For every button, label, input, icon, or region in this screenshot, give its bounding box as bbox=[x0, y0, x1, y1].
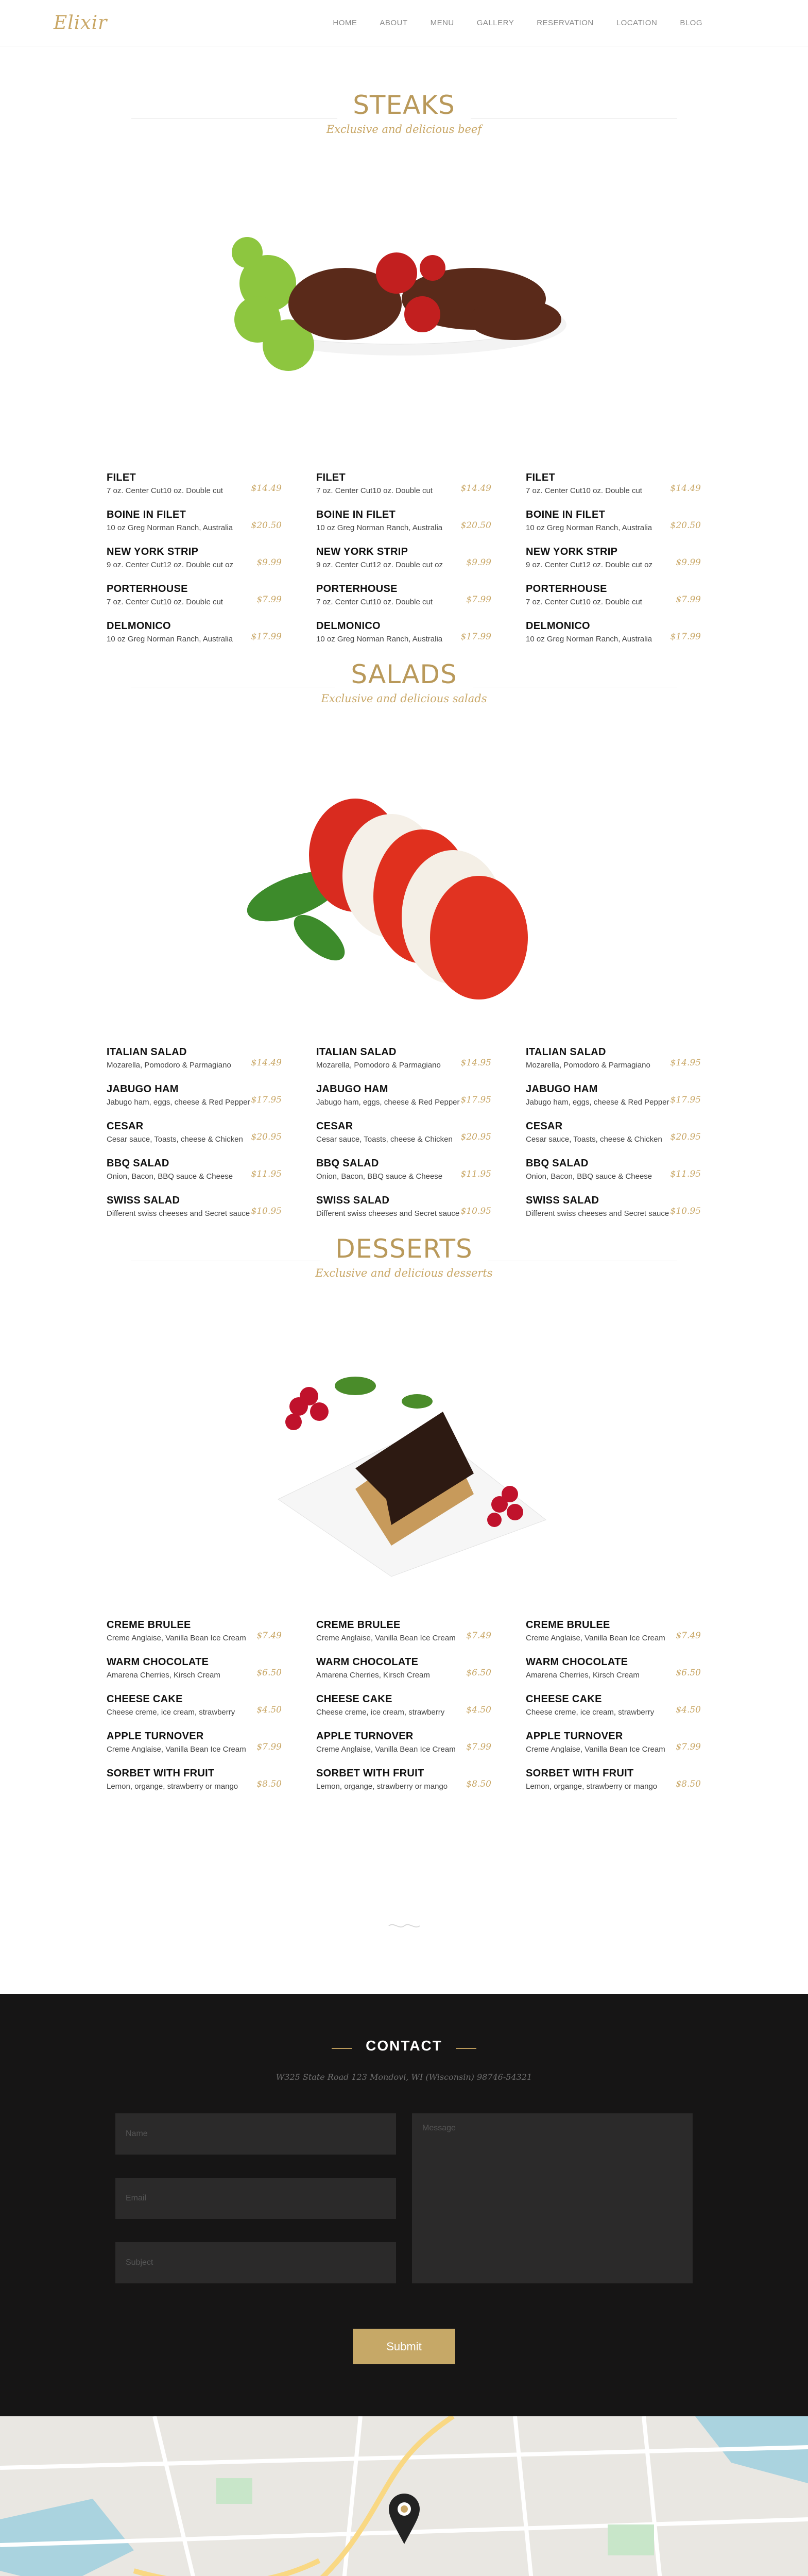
menu-item-description: 7 oz. Center Cut10 oz. Double cut bbox=[316, 598, 433, 606]
menu-item-price: $14.49 bbox=[670, 483, 701, 494]
steaks-menu-grid bbox=[107, 472, 701, 657]
menu-item-name: PORTERHOUSE bbox=[107, 583, 188, 595]
menu-item-name: ITALIAN SALAD bbox=[107, 1046, 187, 1058]
menu-item-description: Creme Anglaise, Vanilla Bean Ice Cream bbox=[107, 1634, 246, 1642]
menu-item-description: Onion, Bacon, BBQ sauce & Cheese bbox=[316, 1172, 443, 1181]
salads-subtitle: Exclusive and delicious salads bbox=[321, 692, 487, 705]
menu-item-name: JABUGO HAM bbox=[107, 1083, 179, 1095]
menu-item bbox=[316, 1619, 491, 1656]
menu-item-name: SWISS SALAD bbox=[316, 1195, 390, 1206]
menu-item-price: $4.50 bbox=[466, 1705, 491, 1715]
menu-item-name: BBQ SALAD bbox=[316, 1158, 379, 1169]
menu-item-price: $7.99 bbox=[256, 1742, 282, 1752]
menu-item-description: 7 oz. Center Cut10 oz. Double cut bbox=[107, 486, 223, 495]
menu-item-price: $14.49 bbox=[251, 1058, 282, 1068]
menu-item-name: ITALIAN SALAD bbox=[316, 1046, 397, 1058]
menu-item bbox=[316, 583, 491, 620]
menu-item-price: $14.49 bbox=[251, 483, 282, 494]
nav-reservation[interactable]: RESERVATION bbox=[537, 19, 594, 27]
menu-item bbox=[107, 1083, 282, 1121]
menu-item bbox=[316, 1046, 491, 1083]
menu-item bbox=[316, 1656, 491, 1693]
desserts-menu-grid bbox=[107, 1619, 701, 1805]
menu-item-name: CREME BRULEE bbox=[107, 1619, 191, 1631]
menu-item-name: PORTERHOUSE bbox=[526, 583, 607, 595]
contact-section bbox=[0, 1994, 808, 2416]
menu-item-name: APPLE TURNOVER bbox=[107, 1731, 204, 1742]
menu-item-name: CHEESE CAKE bbox=[107, 1693, 183, 1705]
menu-item bbox=[316, 1768, 491, 1805]
steaks-title: STEAKS bbox=[337, 90, 471, 120]
menu-item bbox=[107, 1731, 282, 1768]
menu-item-price: $17.95 bbox=[670, 1095, 701, 1105]
menu-item-description: 10 oz Greg Norman Ranch, Australia bbox=[526, 523, 652, 532]
menu-item bbox=[107, 1158, 282, 1195]
menu-item bbox=[316, 1693, 491, 1731]
menu-item-description: Different swiss cheeses and Secret sauce bbox=[316, 1209, 460, 1218]
menu-item-name: CHEESE CAKE bbox=[316, 1693, 392, 1705]
menu-item-price: $17.99 bbox=[251, 632, 282, 642]
menu-item bbox=[316, 1158, 491, 1195]
steaks-menu-column bbox=[107, 472, 282, 657]
menu-item-name: DELMONICO bbox=[107, 620, 171, 632]
menu-item-name: DELMONICO bbox=[316, 620, 381, 632]
menu-item-name: DELMONICO bbox=[526, 620, 590, 632]
menu-item-price: $4.50 bbox=[256, 1705, 282, 1715]
menu-item-price: $14.49 bbox=[460, 483, 491, 494]
menu-item-description: Cheese creme, ice cream, strawberry bbox=[316, 1708, 445, 1717]
menu-item bbox=[526, 1656, 701, 1693]
steaks-header bbox=[0, 90, 808, 135]
menu-item bbox=[526, 620, 701, 657]
menu-item bbox=[107, 583, 282, 620]
menu-item bbox=[526, 472, 701, 509]
menu-item-description: Cesar sauce, Toasts, cheese & Chicken bbox=[526, 1135, 662, 1144]
brand-logo[interactable]: Elixir bbox=[54, 12, 108, 33]
desserts-subtitle: Exclusive and delicious desserts bbox=[315, 1267, 493, 1279]
menu-item-description: Cesar sauce, Toasts, cheese & Chicken bbox=[107, 1135, 243, 1144]
menu-item-price: $9.99 bbox=[676, 557, 701, 568]
page-body bbox=[0, 46, 808, 2576]
email-input[interactable] bbox=[115, 2178, 396, 2219]
menu-item-name: CESAR bbox=[526, 1121, 563, 1132]
salads-title: SALADS bbox=[335, 659, 472, 689]
contact-title: CONTACT bbox=[366, 2038, 442, 2054]
menu-item bbox=[107, 1195, 282, 1232]
menu-item-description: Onion, Bacon, BBQ sauce & Cheese bbox=[526, 1172, 652, 1181]
salads-menu-column bbox=[526, 1046, 701, 1232]
menu-item bbox=[316, 620, 491, 657]
menu-item-name: NEW YORK STRIP bbox=[316, 546, 408, 557]
menu-item-price: $7.99 bbox=[256, 595, 282, 605]
steaks-subtitle: Exclusive and delicious beef bbox=[326, 123, 482, 135]
menu-item-price: $11.95 bbox=[251, 1169, 282, 1179]
menu-item bbox=[107, 1046, 282, 1083]
menu-item-description: 9 oz. Center Cut12 oz. Double cut oz bbox=[526, 561, 652, 569]
steak-dish-image bbox=[227, 149, 577, 417]
menu-item-description: Different swiss cheeses and Secret sauce bbox=[107, 1209, 250, 1218]
menu-item-name: CESAR bbox=[316, 1121, 353, 1132]
menu-item-name: WARM CHOCOLATE bbox=[107, 1656, 209, 1668]
menu-item-name: BOINE IN FILET bbox=[526, 509, 606, 520]
menu-item-description: Lemon, organge, strawberry or mango bbox=[316, 1782, 448, 1791]
ornament-swirl-icon bbox=[386, 1922, 422, 1930]
menu-item-name: WARM CHOCOLATE bbox=[316, 1656, 419, 1668]
menu-item-price: $20.50 bbox=[251, 520, 282, 531]
menu-item bbox=[316, 509, 491, 546]
menu-item-name: SORBET WITH FRUIT bbox=[107, 1768, 215, 1779]
menu-item bbox=[107, 1656, 282, 1693]
name-input[interactable] bbox=[115, 2113, 396, 2155]
menu-item-description: Creme Anglaise, Vanilla Bean Ice Cream bbox=[107, 1745, 246, 1754]
menu-item-name: WARM CHOCOLATE bbox=[526, 1656, 628, 1668]
menu-item-price: $9.99 bbox=[466, 557, 491, 568]
menu-item-description: Creme Anglaise, Vanilla Bean Ice Cream bbox=[316, 1634, 456, 1642]
menu-item-description: Jabugo ham, eggs, cheese & Red Pepper bbox=[316, 1098, 460, 1107]
menu-item-name: SORBET WITH FRUIT bbox=[316, 1768, 424, 1779]
message-textarea[interactable] bbox=[412, 2113, 693, 2283]
menu-item-price: $20.95 bbox=[670, 1132, 701, 1142]
menu-item bbox=[526, 1619, 701, 1656]
menu-item-description: Jabugo ham, eggs, cheese & Red Pepper bbox=[107, 1098, 250, 1107]
menu-item-price: $6.50 bbox=[256, 1668, 282, 1678]
submit-button[interactable]: Submit bbox=[353, 2329, 455, 2364]
menu-item-name: APPLE TURNOVER bbox=[316, 1731, 414, 1742]
title-ornament bbox=[332, 2048, 352, 2049]
menu-item-name: FILET bbox=[526, 472, 556, 483]
menu-item-name: SWISS SALAD bbox=[107, 1195, 180, 1206]
menu-item-description: Mozarella, Pomodoro & Parmagiano bbox=[526, 1061, 650, 1070]
menu-item-price: $7.49 bbox=[466, 1631, 491, 1641]
menu-item-name: ITALIAN SALAD bbox=[526, 1046, 606, 1058]
menu-item-price: $6.50 bbox=[676, 1668, 701, 1678]
menu-item-description: 7 oz. Center Cut10 oz. Double cut bbox=[107, 598, 223, 606]
menu-item-description: 10 oz Greg Norman Ranch, Australia bbox=[316, 523, 443, 532]
desserts-header bbox=[0, 1234, 808, 1279]
salads-header bbox=[0, 659, 808, 705]
menu-item bbox=[316, 1195, 491, 1232]
menu-item-price: $10.95 bbox=[460, 1206, 491, 1216]
salads-menu-column bbox=[107, 1046, 282, 1232]
menu-item-price: $8.50 bbox=[466, 1779, 491, 1789]
menu-item-price: $20.50 bbox=[670, 520, 701, 531]
menu-item-name: APPLE TURNOVER bbox=[526, 1731, 623, 1742]
menu-item-price: $8.50 bbox=[256, 1779, 282, 1789]
dessert-dish-image bbox=[257, 1365, 556, 1582]
menu-item-price: $11.95 bbox=[460, 1169, 491, 1179]
menu-item bbox=[107, 1121, 282, 1158]
menu-item bbox=[526, 1158, 701, 1195]
nav-about[interactable]: ABOUT bbox=[380, 19, 408, 27]
menu-item-price: $14.95 bbox=[670, 1058, 701, 1068]
menu-item-price: $8.50 bbox=[676, 1779, 701, 1789]
menu-item bbox=[526, 1083, 701, 1121]
menu-item bbox=[526, 1693, 701, 1731]
menu-item-name: BBQ SALAD bbox=[107, 1158, 169, 1169]
menu-item-price: $6.50 bbox=[466, 1668, 491, 1678]
menu-item-name: CHEESE CAKE bbox=[526, 1693, 602, 1705]
menu-item-description: Amarena Cherries, Kirsch Cream bbox=[107, 1671, 220, 1680]
salad-dish-image bbox=[237, 793, 556, 1010]
menu-item-description: 10 oz Greg Norman Ranch, Australia bbox=[316, 635, 443, 643]
menu-item-name: BBQ SALAD bbox=[526, 1158, 589, 1169]
menu-item-description: Amarena Cherries, Kirsch Cream bbox=[526, 1671, 640, 1680]
menu-item-price: $14.95 bbox=[460, 1058, 491, 1068]
subject-input[interactable] bbox=[115, 2242, 396, 2283]
menu-item bbox=[316, 1731, 491, 1768]
menu-item-description: Creme Anglaise, Vanilla Bean Ice Cream bbox=[316, 1745, 456, 1754]
menu-item-name: NEW YORK STRIP bbox=[526, 546, 618, 557]
menu-item-description: 9 oz. Center Cut12 oz. Double cut oz bbox=[316, 561, 443, 569]
menu-item-description: Creme Anglaise, Vanilla Bean Ice Cream bbox=[526, 1745, 665, 1754]
menu-item bbox=[526, 1195, 701, 1232]
menu-item-name: CREME BRULEE bbox=[526, 1619, 610, 1631]
menu-item-name: BOINE IN FILET bbox=[107, 509, 186, 520]
menu-item-name: SORBET WITH FRUIT bbox=[526, 1768, 634, 1779]
menu-item-price: $17.95 bbox=[460, 1095, 491, 1105]
menu-item-name: FILET bbox=[107, 472, 136, 483]
menu-item-description: 7 oz. Center Cut10 oz. Double cut bbox=[526, 598, 642, 606]
desserts-menu-column bbox=[526, 1619, 701, 1805]
contact-address: W325 State Road 123 Mondovi, WI (Wisconsin) 98746-54321 bbox=[276, 2072, 532, 2082]
menu-item-price: $17.99 bbox=[670, 632, 701, 642]
menu-item-description: Amarena Cherries, Kirsch Cream bbox=[316, 1671, 430, 1680]
desserts-menu-column bbox=[316, 1619, 491, 1805]
location-map[interactable] bbox=[0, 2416, 808, 2576]
menu-item bbox=[107, 546, 282, 583]
menu-item bbox=[316, 472, 491, 509]
nav-location[interactable]: LOCATION bbox=[616, 19, 658, 27]
nav-menu[interactable]: MENU bbox=[430, 19, 454, 27]
nav-home[interactable]: HOME bbox=[333, 19, 357, 27]
nav-gallery[interactable]: GALLERY bbox=[476, 19, 514, 27]
menu-item-price: $11.95 bbox=[670, 1169, 701, 1179]
menu-item-name: BOINE IN FILET bbox=[316, 509, 396, 520]
menu-item-description: 10 oz Greg Norman Ranch, Australia bbox=[107, 635, 233, 643]
menu-item-price: $7.99 bbox=[466, 595, 491, 605]
title-ornament bbox=[456, 2048, 476, 2049]
menu-item-price: $20.95 bbox=[460, 1132, 491, 1142]
main-menu bbox=[333, 19, 702, 27]
steaks-menu-column bbox=[526, 472, 701, 657]
menu-item bbox=[107, 509, 282, 546]
menu-item-description: 10 oz Greg Norman Ranch, Australia bbox=[107, 523, 233, 532]
menu-item-description: Creme Anglaise, Vanilla Bean Ice Cream bbox=[526, 1634, 665, 1642]
top-navbar bbox=[0, 0, 808, 46]
menu-item-price: $7.49 bbox=[256, 1631, 282, 1641]
menu-item-description: Lemon, organge, strawberry or mango bbox=[526, 1782, 658, 1791]
menu-item bbox=[107, 472, 282, 509]
menu-item-price: $10.95 bbox=[670, 1206, 701, 1216]
salads-menu-column bbox=[316, 1046, 491, 1232]
menu-item-price: $7.99 bbox=[676, 1742, 701, 1752]
menu-item-price: $9.99 bbox=[256, 557, 282, 568]
menu-item-description: Mozarella, Pomodoro & Parmagiano bbox=[107, 1061, 231, 1070]
menu-item bbox=[526, 1731, 701, 1768]
menu-item bbox=[107, 1768, 282, 1805]
menu-item-description: Different swiss cheeses and Secret sauce bbox=[526, 1209, 669, 1218]
menu-item-name: SWISS SALAD bbox=[526, 1195, 599, 1206]
menu-item bbox=[526, 583, 701, 620]
menu-item bbox=[526, 1121, 701, 1158]
menu-item-price: $10.95 bbox=[251, 1206, 282, 1216]
menu-item-description: Cheese creme, ice cream, strawberry bbox=[107, 1708, 235, 1717]
location-marker-icon[interactable] bbox=[389, 2494, 420, 2545]
desserts-menu-column bbox=[107, 1619, 282, 1805]
salads-menu-grid bbox=[107, 1046, 701, 1232]
menu-item-description: Jabugo ham, eggs, cheese & Red Pepper bbox=[526, 1098, 669, 1107]
steaks-menu-column bbox=[316, 472, 491, 657]
menu-item-name: CREME BRULEE bbox=[316, 1619, 401, 1631]
menu-item-price: $20.95 bbox=[251, 1132, 282, 1142]
menu-item-name: FILET bbox=[316, 472, 346, 483]
menu-item-price: $4.50 bbox=[676, 1705, 701, 1715]
menu-item bbox=[526, 546, 701, 583]
menu-item-price: $7.49 bbox=[676, 1631, 701, 1641]
desserts-title: DESSERTS bbox=[320, 1234, 488, 1264]
contact-header bbox=[0, 2038, 808, 2054]
menu-item-description: 10 oz Greg Norman Ranch, Australia bbox=[526, 635, 652, 643]
menu-item bbox=[316, 546, 491, 583]
menu-item bbox=[107, 1619, 282, 1656]
menu-item-description: Onion, Bacon, BBQ sauce & Cheese bbox=[107, 1172, 233, 1181]
menu-item-price: $7.99 bbox=[466, 1742, 491, 1752]
menu-item-description: 7 oz. Center Cut10 oz. Double cut bbox=[526, 486, 642, 495]
menu-item bbox=[107, 1693, 282, 1731]
menu-item bbox=[316, 1083, 491, 1121]
menu-item-price: $7.99 bbox=[676, 595, 701, 605]
menu-item-description: Mozarella, Pomodoro & Parmagiano bbox=[316, 1061, 441, 1070]
menu-item bbox=[107, 620, 282, 657]
menu-item-description: Cesar sauce, Toasts, cheese & Chicken bbox=[316, 1135, 453, 1144]
menu-item-description: Lemon, organge, strawberry or mango bbox=[107, 1782, 238, 1791]
menu-item-description: 7 oz. Center Cut10 oz. Double cut bbox=[316, 486, 433, 495]
menu-item bbox=[526, 509, 701, 546]
menu-item-name: CESAR bbox=[107, 1121, 144, 1132]
menu-item-name: JABUGO HAM bbox=[526, 1083, 598, 1095]
menu-item-price: $17.99 bbox=[460, 632, 491, 642]
menu-item-price: $17.95 bbox=[251, 1095, 282, 1105]
menu-item bbox=[526, 1046, 701, 1083]
menu-item bbox=[316, 1121, 491, 1158]
menu-item-description: Cheese creme, ice cream, strawberry bbox=[526, 1708, 655, 1717]
menu-item-name: NEW YORK STRIP bbox=[107, 546, 199, 557]
menu-item-name: JABUGO HAM bbox=[316, 1083, 388, 1095]
menu-item bbox=[526, 1768, 701, 1805]
menu-item-price: $20.50 bbox=[460, 520, 491, 531]
menu-item-name: PORTERHOUSE bbox=[316, 583, 398, 595]
nav-blog[interactable]: BLOG bbox=[680, 19, 702, 27]
menu-item-description: 9 oz. Center Cut12 oz. Double cut oz bbox=[107, 561, 233, 569]
